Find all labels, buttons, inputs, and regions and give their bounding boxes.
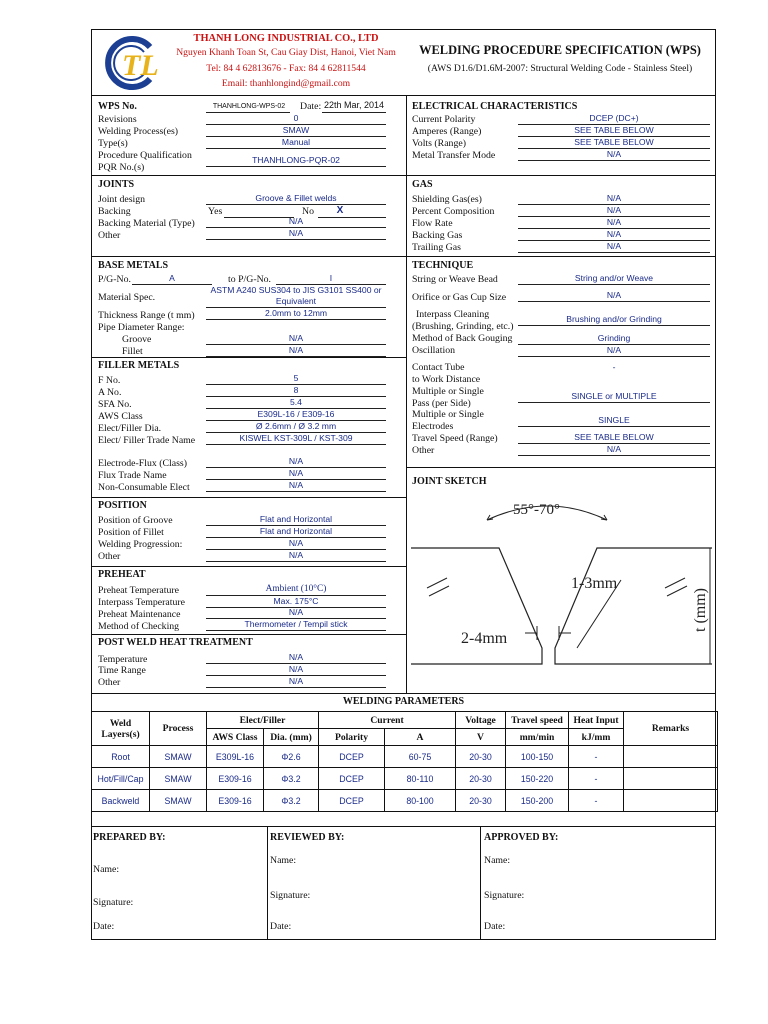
cell-heat-input: - [569, 768, 624, 790]
gas-row-value: N/A [606, 217, 622, 227]
joint-design-label: Joint design [98, 194, 146, 205]
cell-process: SMAW [150, 790, 207, 812]
base-metals-heading: BASE METALS [98, 260, 169, 271]
pg-no-line [132, 284, 212, 285]
electrical-row-label: Current Polarity [412, 114, 476, 125]
section-divider [91, 693, 716, 694]
gas-row-label: Percent Composition [412, 206, 495, 217]
electrical-heading: ELECTRICAL CHARACTERISTICS [412, 101, 578, 112]
fillet-value: N/A [288, 345, 304, 355]
gas-row-line [518, 252, 710, 253]
pass-value: SINGLE or MULTIPLE [571, 391, 657, 401]
gas-heading: GAS [412, 179, 433, 190]
header-travel-speed: Travel speed [506, 712, 569, 729]
preheat-row-label: Preheat Maintenance [98, 609, 181, 620]
section-divider [91, 175, 716, 176]
revisions-label: Revisions [98, 114, 137, 125]
cleaning-label-2: (Brushing, Grinding, etc.) [412, 321, 514, 332]
position-row-label: Position of Fillet [98, 527, 164, 538]
company-email: Email: thanhlongind@gmail.com [221, 78, 351, 89]
oscillation-value: N/A [606, 345, 622, 355]
gas-row-label: Flow Rate [412, 218, 453, 229]
section-divider [91, 566, 406, 567]
header-mm-min: mm/min [506, 729, 569, 746]
header-amps: A [385, 729, 456, 746]
header-polarity: Polarity [319, 729, 385, 746]
gas-row-value: N/A [606, 205, 622, 215]
cell-amps: 60-75 [385, 746, 456, 768]
electrical-row-line [518, 160, 710, 161]
position-row-line [206, 561, 386, 562]
logo-letters: TL [122, 49, 159, 82]
filler-row-label: Elect/ Filler Trade Name [98, 435, 196, 446]
cleaning-value: Brushing and/or Grinding [566, 314, 662, 324]
backing-no-mark: X [336, 205, 344, 216]
document-title: WELDING PROCEDURE SPECIFICATION (WPS) [419, 43, 701, 57]
cleaning-line [518, 325, 710, 326]
gouging-value: Grinding [597, 333, 631, 343]
preheat-row-line [206, 630, 386, 631]
gouging-label: Method of Back Gouging [412, 333, 513, 344]
orifice-value: N/A [606, 290, 622, 300]
approved-name-label: Name: [484, 855, 511, 866]
header-voltage: Voltage [456, 712, 506, 729]
gas-row-value: N/A [606, 229, 622, 239]
flux-row-line [206, 491, 386, 492]
cell-aws-class: E309-16 [207, 768, 264, 790]
cell-travel-speed: 100-150 [506, 746, 569, 768]
pg-no-label: P/G-No. [98, 274, 131, 285]
pipe-diameter-label: Pipe Diameter Range: [98, 322, 185, 333]
preheat-row-label: Interpass Temperature [98, 597, 185, 608]
pwht-row-value: N/A [288, 652, 304, 662]
electrical-row-value: N/A [606, 149, 622, 159]
preheat-row-value: Max. 175°C [273, 596, 319, 606]
position-row-label: Position of Groove [98, 515, 173, 526]
material-spec-value-1: ASTM A240 SUS304 to JIS G3101 SS400 or [210, 285, 382, 295]
date-label: Date: [300, 101, 322, 112]
technique-other-value: N/A [606, 444, 622, 454]
cell-dia: Φ3.2 [264, 790, 319, 812]
cell-weld-layer: Backweld [92, 790, 150, 812]
signoff-divider [267, 826, 268, 940]
backing-no-label: No [302, 206, 314, 217]
header-heat-input: Heat Input [569, 712, 624, 729]
cell-volts: 20-30 [456, 768, 506, 790]
to-pg-no-label: to P/G-No. [228, 274, 272, 285]
preheat-row-value: N/A [288, 607, 304, 617]
gas-row-value: N/A [606, 241, 622, 251]
welding-parameters-table [91, 711, 718, 812]
cell-amps: 80-100 [385, 790, 456, 812]
table-row [92, 790, 718, 812]
backing-material-value: N/A [288, 216, 304, 226]
pg-no-value: A [169, 273, 175, 283]
cell-weld-layer: Hot/Fill/Cap [92, 768, 150, 790]
logo-graphic [100, 35, 162, 91]
wps-no-label: WPS No. [98, 101, 137, 112]
filler-row-value: Ø 2.6mm / Ø 3.2 mm [255, 421, 337, 431]
root-face-label: 1-3mm [571, 575, 618, 592]
header-aws-class: AWS Class [207, 729, 264, 746]
ctwd-value: - [612, 362, 616, 372]
position-row-value: Flat and Horizontal [259, 526, 333, 536]
gas-row-label: Backing Gas [412, 230, 463, 241]
cell-heat-input: - [569, 790, 624, 812]
pass-line [518, 402, 710, 403]
electrical-row-label: Metal Transfer Mode [412, 150, 496, 161]
gas-row-label: Shielding Gas(es) [412, 194, 482, 205]
section-divider [406, 467, 716, 468]
position-row-label: Welding Progression: [98, 539, 183, 550]
filler-row-value: 5 [293, 373, 299, 383]
filler-row-value: 8 [293, 385, 299, 395]
header-volts: V [456, 729, 506, 746]
oscillation-label: Oscillation [412, 345, 455, 356]
preheat-row-label: Preheat Temperature [98, 585, 180, 596]
pq-label: Procedure Qualification [98, 150, 192, 161]
material-spec-label: Material Spec. [98, 292, 156, 303]
thickness-value: 2.0mm to 12mm [264, 308, 328, 318]
cell-volts: 20-30 [456, 746, 506, 768]
backing-label: Backing [98, 206, 131, 217]
section-divider [91, 497, 406, 498]
table-row [92, 746, 718, 768]
cleaning-label-1: Interpass Cleaning [416, 309, 490, 320]
technique-other-label: Other [412, 445, 435, 456]
pwht-row-line [206, 687, 386, 688]
joint-sketch-heading: JOINT SKETCH [412, 476, 487, 487]
gap-label: 2-4mm [461, 630, 508, 647]
bead-line [518, 284, 710, 285]
cell-dia: Φ3.2 [264, 768, 319, 790]
filler-row-line [206, 444, 386, 445]
filler-heading: FILLER METALS [98, 360, 180, 371]
left-break-mark [427, 578, 449, 596]
approved-by-heading: APPROVED BY: [484, 832, 559, 843]
type-value: Manual [281, 137, 311, 147]
electrical-row-label: Amperes (Range) [412, 126, 482, 137]
bead-label: String or Weave Bead [412, 274, 498, 285]
joint-other-value: N/A [288, 228, 304, 238]
position-heading: POSITION [98, 500, 147, 511]
wps-no-value: THANHLONG-WPS-02 [212, 103, 286, 110]
electrodes-label-2: Electrodes [412, 421, 454, 432]
preheat-row-label: Method of Checking [98, 621, 180, 632]
flux-row-label: Non-Consumable Elect [98, 482, 190, 493]
electrical-row-value: SEE TABLE BELOW [574, 125, 654, 135]
company-address: Nguyen Khanh Toan St, Cau Giay Dist, Hanoi, Viet Nam [176, 47, 396, 58]
joints-heading: JOINTS [98, 179, 135, 190]
pwht-heading: POST WELD HEAT TREATMENT [98, 637, 253, 648]
thickness-label: t (mm) [692, 588, 709, 632]
preheat-heading: PREHEAT [98, 569, 146, 580]
cell-polarity: DCEP [319, 746, 385, 768]
filler-row-label: F No. [98, 375, 121, 386]
header-process: Process [150, 712, 207, 746]
cell-travel-speed: 150-200 [506, 790, 569, 812]
flux-row-label: Electrode-Flux (Class) [98, 458, 187, 469]
electrodes-label-1: Multiple or Single [412, 409, 484, 420]
ctwd-label-2: to Work Distance [412, 374, 481, 385]
cell-remarks [624, 768, 718, 790]
gas-row-label: Trailing Gas [412, 242, 461, 253]
backing-yes-label: Yes [208, 206, 223, 217]
cell-remarks [624, 746, 718, 768]
right-break-mark [665, 578, 687, 596]
cell-amps: 80-110 [385, 768, 456, 790]
position-row-value: N/A [288, 550, 304, 560]
electrodes-value: SINGLE [598, 415, 630, 425]
cell-process: SMAW [150, 746, 207, 768]
orifice-line [518, 301, 710, 302]
travel-label: Travel Speed (Range) [412, 433, 498, 444]
pwht-row-value: N/A [288, 676, 304, 686]
filler-row-value: 5.4 [290, 397, 302, 407]
filler-row-value: E309L-16 / E309-16 [257, 409, 335, 419]
flux-row-value: N/A [288, 468, 304, 478]
signoff-divider [480, 826, 481, 940]
reviewed-signature-label: Signature: [270, 890, 311, 901]
prepared-signature-label: Signature: [93, 897, 134, 908]
filler-row-label: AWS Class [98, 411, 143, 422]
flux-row-label: Flux Trade Name [98, 470, 167, 481]
electrodes-line [518, 426, 710, 427]
right-plate [555, 548, 712, 664]
header-current: Current [319, 712, 456, 729]
header-kj-mm: kJ/mm [569, 729, 624, 746]
electrical-row-value: SEE TABLE BELOW [574, 137, 654, 147]
preheat-row-value: Thermometer / Tempil stick [244, 619, 348, 629]
electrical-row-value: DCEP (DC+) [589, 113, 639, 123]
cell-remarks [624, 790, 718, 812]
pqr-line [206, 166, 386, 167]
type-label: Type(s) [98, 138, 128, 149]
cell-polarity: DCEP [319, 790, 385, 812]
section-divider [91, 826, 716, 827]
cell-aws-class: E309-16 [207, 790, 264, 812]
pwht-row-label: Temperature [98, 654, 148, 665]
to-pg-no-value: I [329, 273, 333, 283]
company-phone-fax: Tel: 84 4 62813676 - Fax: 84 4 62811544 [206, 63, 366, 74]
cell-travel-speed: 150-220 [506, 768, 569, 790]
reviewed-by-heading: REVIEWED BY: [270, 832, 345, 843]
reviewed-name-label: Name: [270, 855, 297, 866]
header-weld-layers: Weld Layers(s) [92, 712, 150, 746]
section-divider [91, 634, 406, 635]
technique-heading: TECHNIQUE [412, 260, 474, 271]
pwht-row-value: N/A [288, 664, 304, 674]
joint-other-label: Other [98, 230, 121, 241]
date-value: 22th Mar, 2014 [323, 100, 385, 110]
approved-signature-label: Signature: [484, 890, 525, 901]
preheat-row-value: Ambient (10°C) [265, 584, 327, 594]
thickness-label: Thickness Range (t mm) [98, 310, 195, 321]
section-divider [91, 256, 716, 257]
filler-row-label: SFA No. [98, 399, 132, 410]
oscillation-line [518, 356, 710, 357]
section-divider [91, 357, 406, 358]
cell-weld-layer: Root [92, 746, 150, 768]
company-logo [100, 35, 162, 91]
prepared-name-label: Name: [93, 864, 120, 875]
cell-process: SMAW [150, 768, 207, 790]
cell-dia: Φ2.6 [264, 746, 319, 768]
filler-row-label: A No. [98, 387, 122, 398]
orifice-label: Orifice or Gas Cup Size [412, 292, 507, 303]
pwht-row-label: Other [98, 677, 121, 688]
header-remarks: Remarks [624, 712, 718, 746]
thickness-line [206, 319, 386, 320]
cell-volts: 20-30 [456, 790, 506, 812]
joint-other-line [206, 239, 386, 240]
travel-value: SEE TABLE BELOW [574, 432, 654, 442]
material-spec-value-2: Equivalent [275, 296, 317, 306]
bead-value: String and/or Weave [574, 273, 654, 283]
position-row-value: Flat and Horizontal [259, 514, 333, 524]
joint-design-line [206, 204, 386, 205]
ctwd-label-1: Contact Tube [412, 362, 465, 373]
process-label: Welding Process(es) [98, 126, 179, 137]
header-dia: Dia. (mm) [264, 729, 319, 746]
pwht-row-label: Time Range [98, 665, 146, 676]
joint-sketch [407, 490, 716, 694]
approved-date-label: Date: [484, 921, 506, 932]
filler-row-value: KISWEL KST-309L / KST-309 [239, 433, 353, 443]
cell-aws-class: E309L-16 [207, 746, 264, 768]
fillet-label: Fillet [122, 346, 143, 357]
cell-polarity: DCEP [319, 768, 385, 790]
pass-label-2: Pass (per Side) [412, 398, 471, 409]
process-value: SMAW [282, 125, 310, 135]
groove-angle-label: 55°-70° [513, 502, 560, 518]
position-row-value: N/A [288, 538, 304, 548]
groove-label: Groove [122, 334, 152, 345]
prepared-date-label: Date: [93, 921, 115, 932]
welding-parameters-heading: WELDING PARAMETERS [342, 696, 465, 707]
technique-other-line [518, 455, 710, 456]
pqr-value: THANHLONG-PQR-02 [252, 155, 340, 165]
gas-row-value: N/A [606, 193, 622, 203]
groove-value: N/A [288, 333, 304, 343]
position-row-label: Other [98, 551, 121, 562]
header-elect-filler: Elect/Filler [207, 712, 319, 729]
type-line [206, 148, 386, 149]
pass-label-1: Multiple or Single [412, 386, 484, 397]
table-header-row [92, 712, 718, 729]
flux-row-value: N/A [288, 456, 304, 466]
company-name: THANH LONG INDUSTRIAL CO., LTD [193, 33, 379, 44]
prepared-by-heading: PREPARED BY: [93, 832, 166, 843]
filler-row-label: Elect/Filler Dia. [98, 423, 162, 434]
flux-row-value: N/A [288, 480, 304, 490]
pqr-label: PQR No.(s) [98, 162, 145, 173]
joint-design-value: Groove & Fillet welds [255, 193, 337, 203]
backing-material-label: Backing Material (Type) [98, 218, 195, 229]
electrical-row-label: Volts (Range) [412, 138, 466, 149]
table-row [92, 768, 718, 790]
document-subtitle: (AWS D1.6/D1.6M-2007: Structural Welding Code - Stainless Steel) [427, 63, 693, 74]
revisions-value: 0 [293, 113, 299, 123]
header-divider [91, 95, 716, 96]
reviewed-date-label: Date: [270, 921, 292, 932]
cell-heat-input: - [569, 746, 624, 768]
